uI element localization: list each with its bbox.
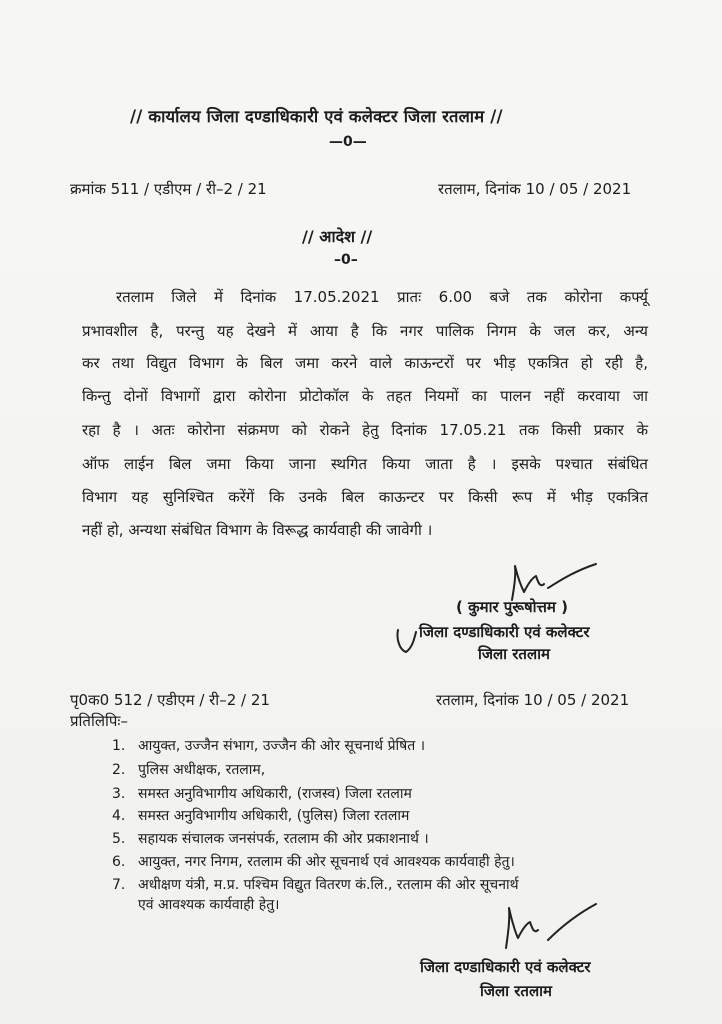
- copy-date: रतलाम, दिनांक 10 / 05 / 2021: [436, 691, 630, 709]
- order-body-line: ऑफ लाईन बिल जमा किया जाना स्थगित किया जाता है । इसके पश्चात संबंधित: [82, 455, 648, 473]
- copy-item-number: 1.: [112, 738, 126, 754]
- handwritten-signature-2: [492, 900, 602, 956]
- copy-list-item: [112, 762, 265, 779]
- copy-number: पृ0क0 512 / एडीएम / री–2 / 21: [70, 691, 270, 709]
- copy-item-text: पुलिस अधीक्षक, रतलाम,: [138, 762, 266, 778]
- copy-item-text: आयुक्त, नगर निगम, रतलाम की ओर सूचनार्थ एवं आवश्यक कार्यवाही हेतु।: [138, 854, 515, 870]
- copy-list-item: [112, 877, 519, 894]
- copy-list-item: [112, 808, 409, 825]
- copy-list-item: [112, 854, 515, 871]
- initials-mark: [392, 622, 422, 662]
- copy-item-text: सहायक संचालक जनसंपर्क, रतलाम की ओर प्रकाशनार्थ ।: [138, 831, 429, 847]
- signatory-place: जिला रतलाम: [478, 645, 551, 663]
- copy-item-text: अधीक्षण यंत्री, म.प्र. पश्चिम विद्युत वितरण कं.लि., रतलाम की ओर सूचनार्थ: [138, 877, 519, 893]
- order-body-line: प्रभावशील है, परन्तु यह देखने में आया है कि नगर पालिक निगम के जल कर, अन्य: [82, 322, 648, 340]
- office-title: // कार्यालय जिला दण्डाधिकारी एवं कलेक्टर जिला रतलाम //: [130, 107, 503, 126]
- copy-item-text: आयुक्त, उज्जैन संभाग, उज्जैन की ओर सूचनार्थ प्रेषित ।: [138, 738, 425, 754]
- copy-item-number: 3.: [112, 786, 126, 802]
- copy-item-continuation: एवं आवश्यक कार्यवाही हेतु।: [138, 897, 280, 913]
- order-separator: –0–: [334, 252, 358, 268]
- copy-list-item: [112, 738, 425, 755]
- copy-item-text: समस्त अनुविभागीय अधिकारी, (पुलिस) जिला रतलाम: [138, 808, 410, 824]
- order-body-line: किन्तु दोनों विभागों द्वारा कोरोना प्रोटोकॉल के तहत नियमों का पालन नहीं करवाया जा: [82, 387, 648, 405]
- order-body-line: रहा है । अतः कोरोना संक्रमण को रोकने हेतु दिनांक 17.05.21 तक किसी प्रकार के: [82, 421, 648, 439]
- signatory-designation-2: जिला दण्डाधिकारी एवं कलेक्टर: [420, 958, 591, 976]
- copy-list-item: [112, 786, 412, 803]
- order-heading: // आदेश //: [302, 227, 373, 246]
- order-date: रतलाम, दिनांक 10 / 05 / 2021: [438, 180, 632, 198]
- copy-item-text: समस्त अनुविभागीय अधिकारी, (राजस्व) जिला रतलाम: [138, 786, 412, 802]
- order-body-line: विभाग यह सुनिश्चित करेंगें कि उनके बिल काऊन्टर पर किसी रूप में भीड़ एकत्रित: [82, 488, 648, 506]
- copy-item-number: 2.: [112, 762, 126, 778]
- copy-item-number: 4.: [112, 808, 126, 824]
- copy-list-item: [112, 831, 429, 848]
- signatory-place-2: जिला रतलाम: [480, 982, 553, 1000]
- header-separator: —0—: [329, 134, 367, 150]
- order-body-line: नहीं हो, अन्यथा संबंधित विभाग के विरूद्ध कार्यवाही की जावेगी ।: [82, 521, 433, 539]
- order-number: क्रमांक 511 / एडीएम / री–2 / 21: [70, 180, 267, 198]
- signatory-name: ( कुमार पुरूषोत्तम ): [456, 598, 568, 616]
- order-body-line: रतलाम जिले में दिनांक 17.05.2021 प्रातः 6.00 बजे तक कोरोना कर्फ्यू: [116, 288, 648, 306]
- signatory-designation: जिला दण्डाधिकारी एवं कलेक्टर: [419, 623, 590, 641]
- copy-item-number: 5.: [112, 831, 126, 847]
- order-body-line: कर तथा विद्युत विभाग के बिल जमा करने वाले काऊन्टरों पर भीड़ एकत्रित हो रही है,: [82, 354, 648, 372]
- copy-label: प्रतिलिपिः–: [70, 712, 128, 730]
- copy-item-number: 6.: [112, 854, 126, 870]
- copy-item-number: 7.: [112, 877, 126, 893]
